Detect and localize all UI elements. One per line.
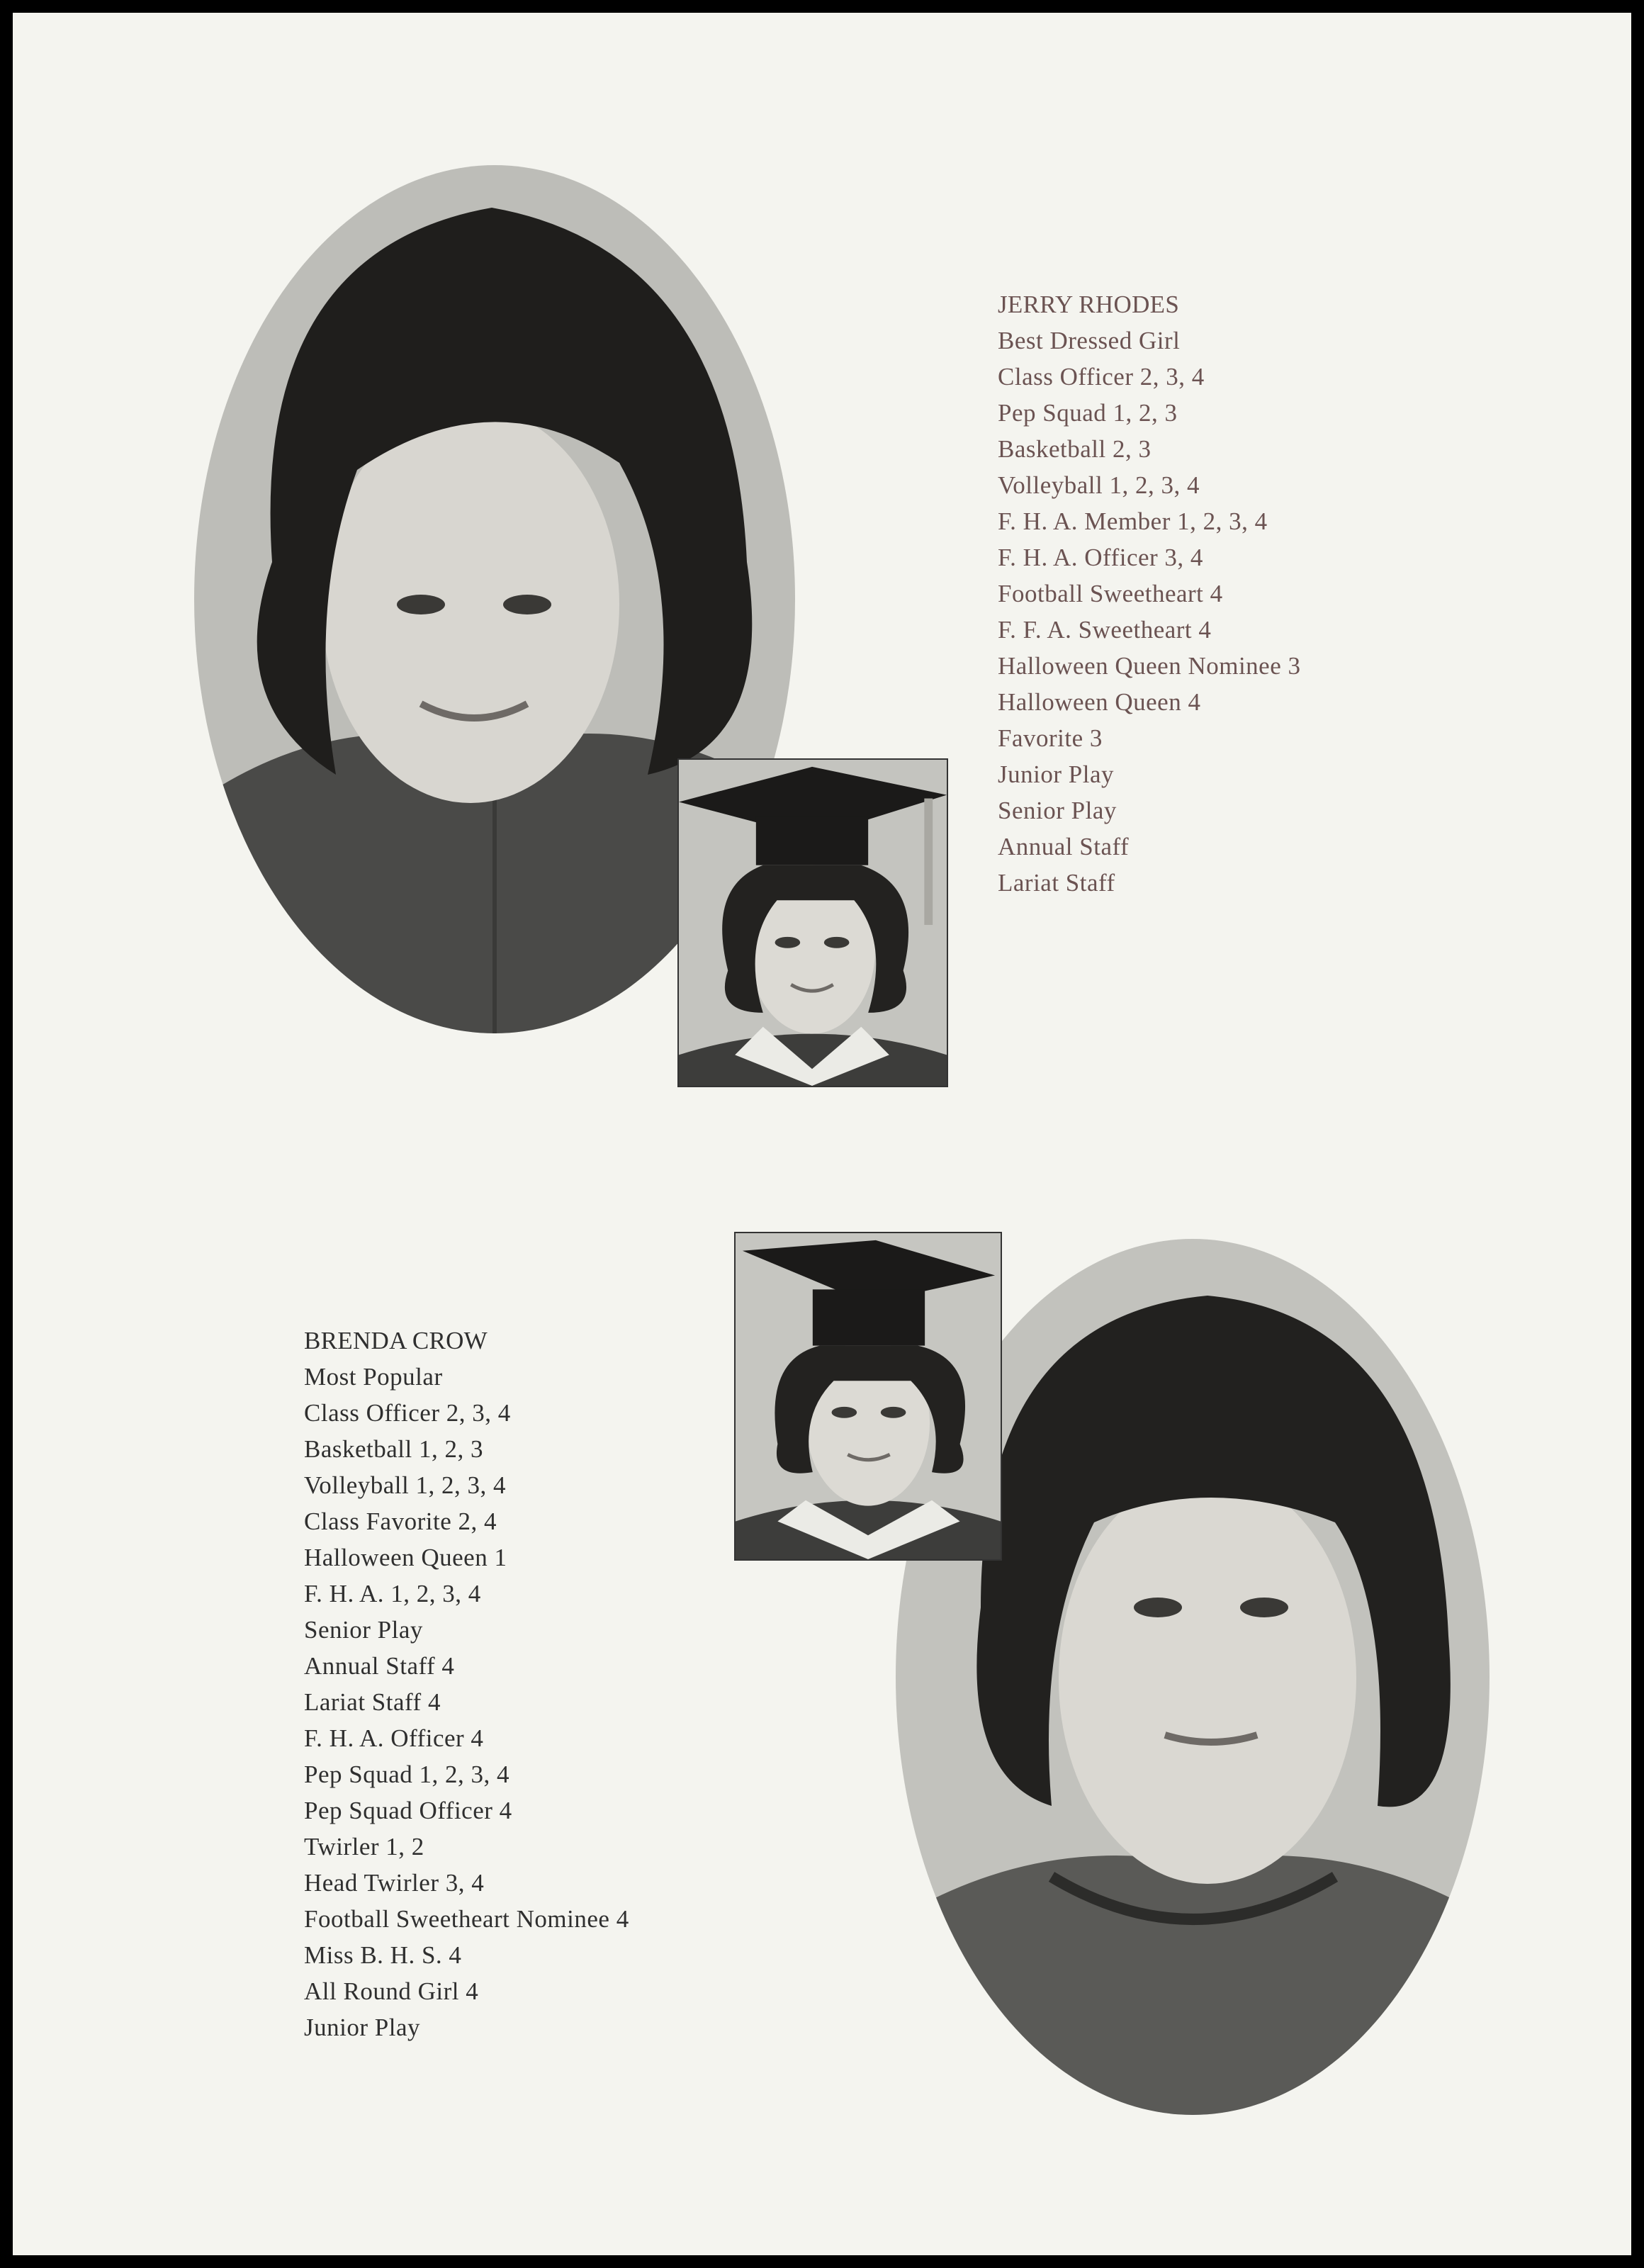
list-item: F. H. A. Officer 3, 4 [998,544,1203,571]
brenda-crow-graduation-photo [734,1232,1002,1561]
list-item: F. H. A. Officer 4 [304,1724,484,1752]
list-item: Halloween Queen Nominee 3 [998,652,1301,680]
list-item: F. F. A. Sweetheart 4 [998,616,1212,644]
yearbook-page [13,13,1631,2255]
list-item: All Round Girl 4 [304,1977,479,2005]
list-item: Best Dressed Girl [998,327,1181,354]
jerry-rhodes-honors-list [998,286,1301,901]
list-item: F. H. A. Member 1, 2, 3, 4 [998,507,1268,535]
list-item: Pep Squad Officer 4 [304,1797,512,1824]
list-item: Lariat Staff [998,869,1115,897]
jerry-rhodes-name: JERRY RHODES [998,291,1180,318]
list-item: Football Sweetheart 4 [998,580,1223,607]
list-item: Miss B. H. S. 4 [304,1941,462,1969]
list-item: Basketball 1, 2, 3 [304,1435,483,1463]
list-item: Basketball 2, 3 [998,435,1152,463]
list-item: Favorite 3 [998,724,1103,752]
brenda-crow-name: BRENDA CROW [304,1327,488,1354]
list-item: Senior Play [304,1616,423,1644]
list-item: Lariat Staff 4 [304,1688,441,1716]
list-item: Most Popular [304,1363,443,1391]
list-item: Junior Play [304,2014,420,2041]
brenda-crow-honors-list [304,1323,629,2045]
list-item: Pep Squad 1, 2, 3, 4 [304,1761,509,1788]
list-item: Head Twirler 3, 4 [304,1869,485,1897]
list-item: Junior Play [998,760,1114,788]
list-item: Pep Squad 1, 2, 3 [998,399,1178,427]
list-item: F. H. A. 1, 2, 3, 4 [304,1580,481,1607]
list-item: Volleyball 1, 2, 3, 4 [304,1471,506,1499]
list-item: Halloween Queen 1 [304,1544,507,1571]
list-item: Class Favorite 2, 4 [304,1508,497,1535]
list-item: Twirler 1, 2 [304,1833,424,1860]
jerry-rhodes-graduation-photo [677,758,948,1087]
list-item: Class Officer 2, 3, 4 [304,1399,511,1427]
list-item: Senior Play [998,797,1117,824]
list-item: Annual Staff [998,833,1130,860]
list-item: Volleyball 1, 2, 3, 4 [998,471,1200,499]
list-item: Halloween Queen 4 [998,688,1201,716]
list-item: Annual Staff 4 [304,1652,455,1680]
list-item: Football Sweetheart Nominee 4 [304,1905,629,1933]
list-item: Class Officer 2, 3, 4 [998,363,1205,391]
